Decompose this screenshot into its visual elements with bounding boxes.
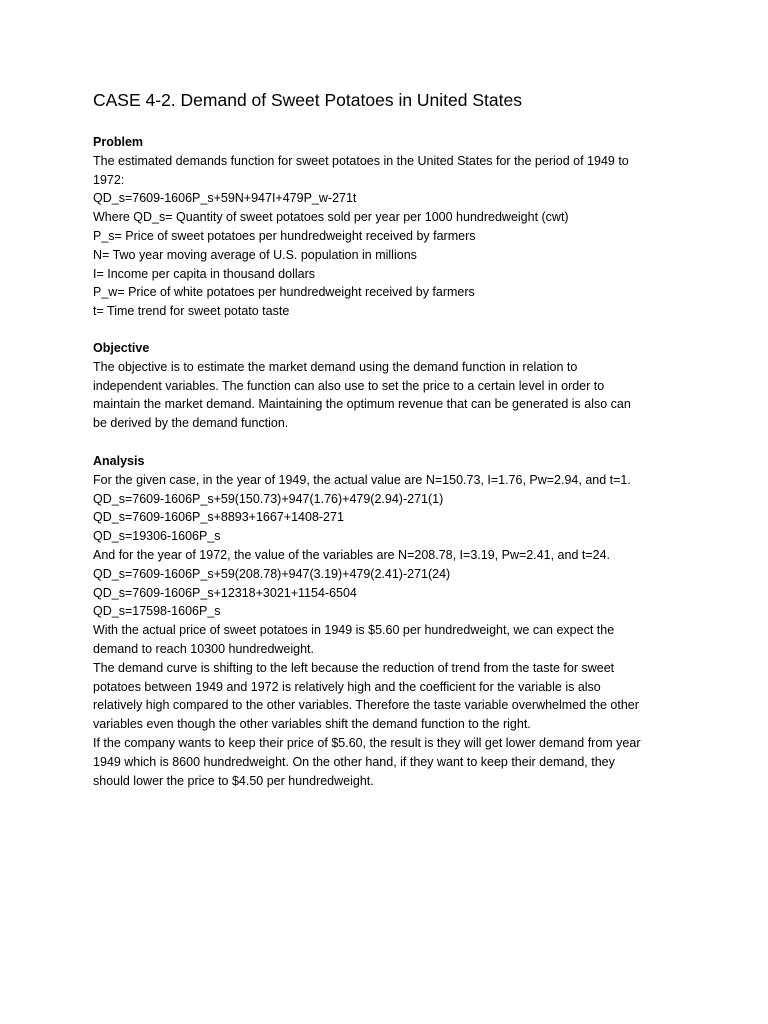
paragraph-line: maintain the market demand. Maintaining the optimum revenue that can be generated is also can — [93, 397, 631, 412]
definition-line: t= Time trend for sweet potato taste — [93, 304, 290, 319]
paragraph-line: relatively high compared to the other variables. Therefore the taste variable overwhelmed the other — [93, 698, 639, 713]
paragraph-line: independent variables. The function can also use to set the price to a certain level in order to — [93, 378, 605, 393]
equation-line: QD_s=7609-1606P_s+59N+947I+479P_w-271t — [93, 191, 357, 206]
definition-line: P_w= Price of white potatoes per hundredweight received by farmers — [93, 285, 475, 300]
section-heading-problem: Problem — [93, 135, 144, 149]
equation-line: QD_s=17598-1606P_s — [93, 604, 221, 619]
equation-line: QD_s=7609-1606P_s+59(150.73)+947(1.76)+479(2.94)-271(1) — [93, 491, 444, 506]
paragraph-line: And for the year of 1972, the value of the variables are N=208.78, I=3.19, Pw=2.41, and t=24. — [93, 547, 611, 562]
problem-section — [93, 133, 683, 321]
section-heading-objective: Objective — [93, 341, 150, 355]
analysis-section — [93, 452, 683, 790]
definition-line: P_s= Price of sweet potatoes per hundredweight received by farmers — [93, 228, 476, 243]
paragraph-line: If the company wants to keep their price of $5.60, the result is they will get lower demand from year — [93, 735, 641, 750]
paragraph-line: demand to reach 10300 hundredweight. — [93, 641, 314, 656]
paragraph-line: For the given case, in the year of 1949, the actual value are N=150.73, I=1.76, Pw=2.94, and t=1. — [93, 472, 631, 487]
objective-section — [93, 339, 683, 433]
paragraph-line: The demand curve is shifting to the left because the reduction of trend from the taste for sweet — [93, 660, 615, 675]
paragraph-line: variables even though the other variables shift the demand function to the right. — [93, 717, 531, 732]
paragraph-line: should lower the price to $4.50 per hundredweight. — [93, 773, 374, 788]
equation-line: QD_s=7609-1606P_s+12318+3021+1154-6504 — [93, 585, 357, 600]
paragraph-line: potatoes between 1949 and 1972 is relatively high and the coefficient for the variable is also — [93, 679, 601, 694]
document-title: CASE 4-2. Demand of Sweet Potatoes in United States — [93, 90, 522, 110]
paragraph-line: With the actual price of sweet potatoes in 1949 is $5.60 per hundredweight, we can expect the — [93, 623, 615, 638]
section-heading-analysis: Analysis — [93, 454, 145, 468]
definition-line: I= Income per capita in thousand dollars — [93, 266, 316, 281]
definition-line: Where QD_s= Quantity of sweet potatoes sold per year per 1000 hundredweight (cwt) — [93, 210, 569, 225]
definition-line: N= Two year moving average of U.S. population in millions — [93, 247, 417, 262]
equation-line: QD_s=7609-1606P_s+59(208.78)+947(3.19)+479(2.41)-271(24) — [93, 566, 451, 581]
equation-line: QD_s=7609-1606P_s+8893+1667+1408-271 — [93, 510, 344, 525]
equation-line: QD_s=19306-1606P_s — [93, 529, 221, 544]
paragraph-line: 1949 which is 8600 hundredweight. On the other hand, if they want to keep their demand, they — [93, 754, 615, 769]
paragraph-line: The estimated demands function for sweet potatoes in the United States for the period of 1949 to — [93, 153, 629, 168]
paragraph-line: be derived by the demand function. — [93, 416, 289, 431]
paragraph-line: 1972: — [93, 172, 125, 187]
paragraph-line: The objective is to estimate the market demand using the demand function in relation to — [93, 359, 578, 374]
